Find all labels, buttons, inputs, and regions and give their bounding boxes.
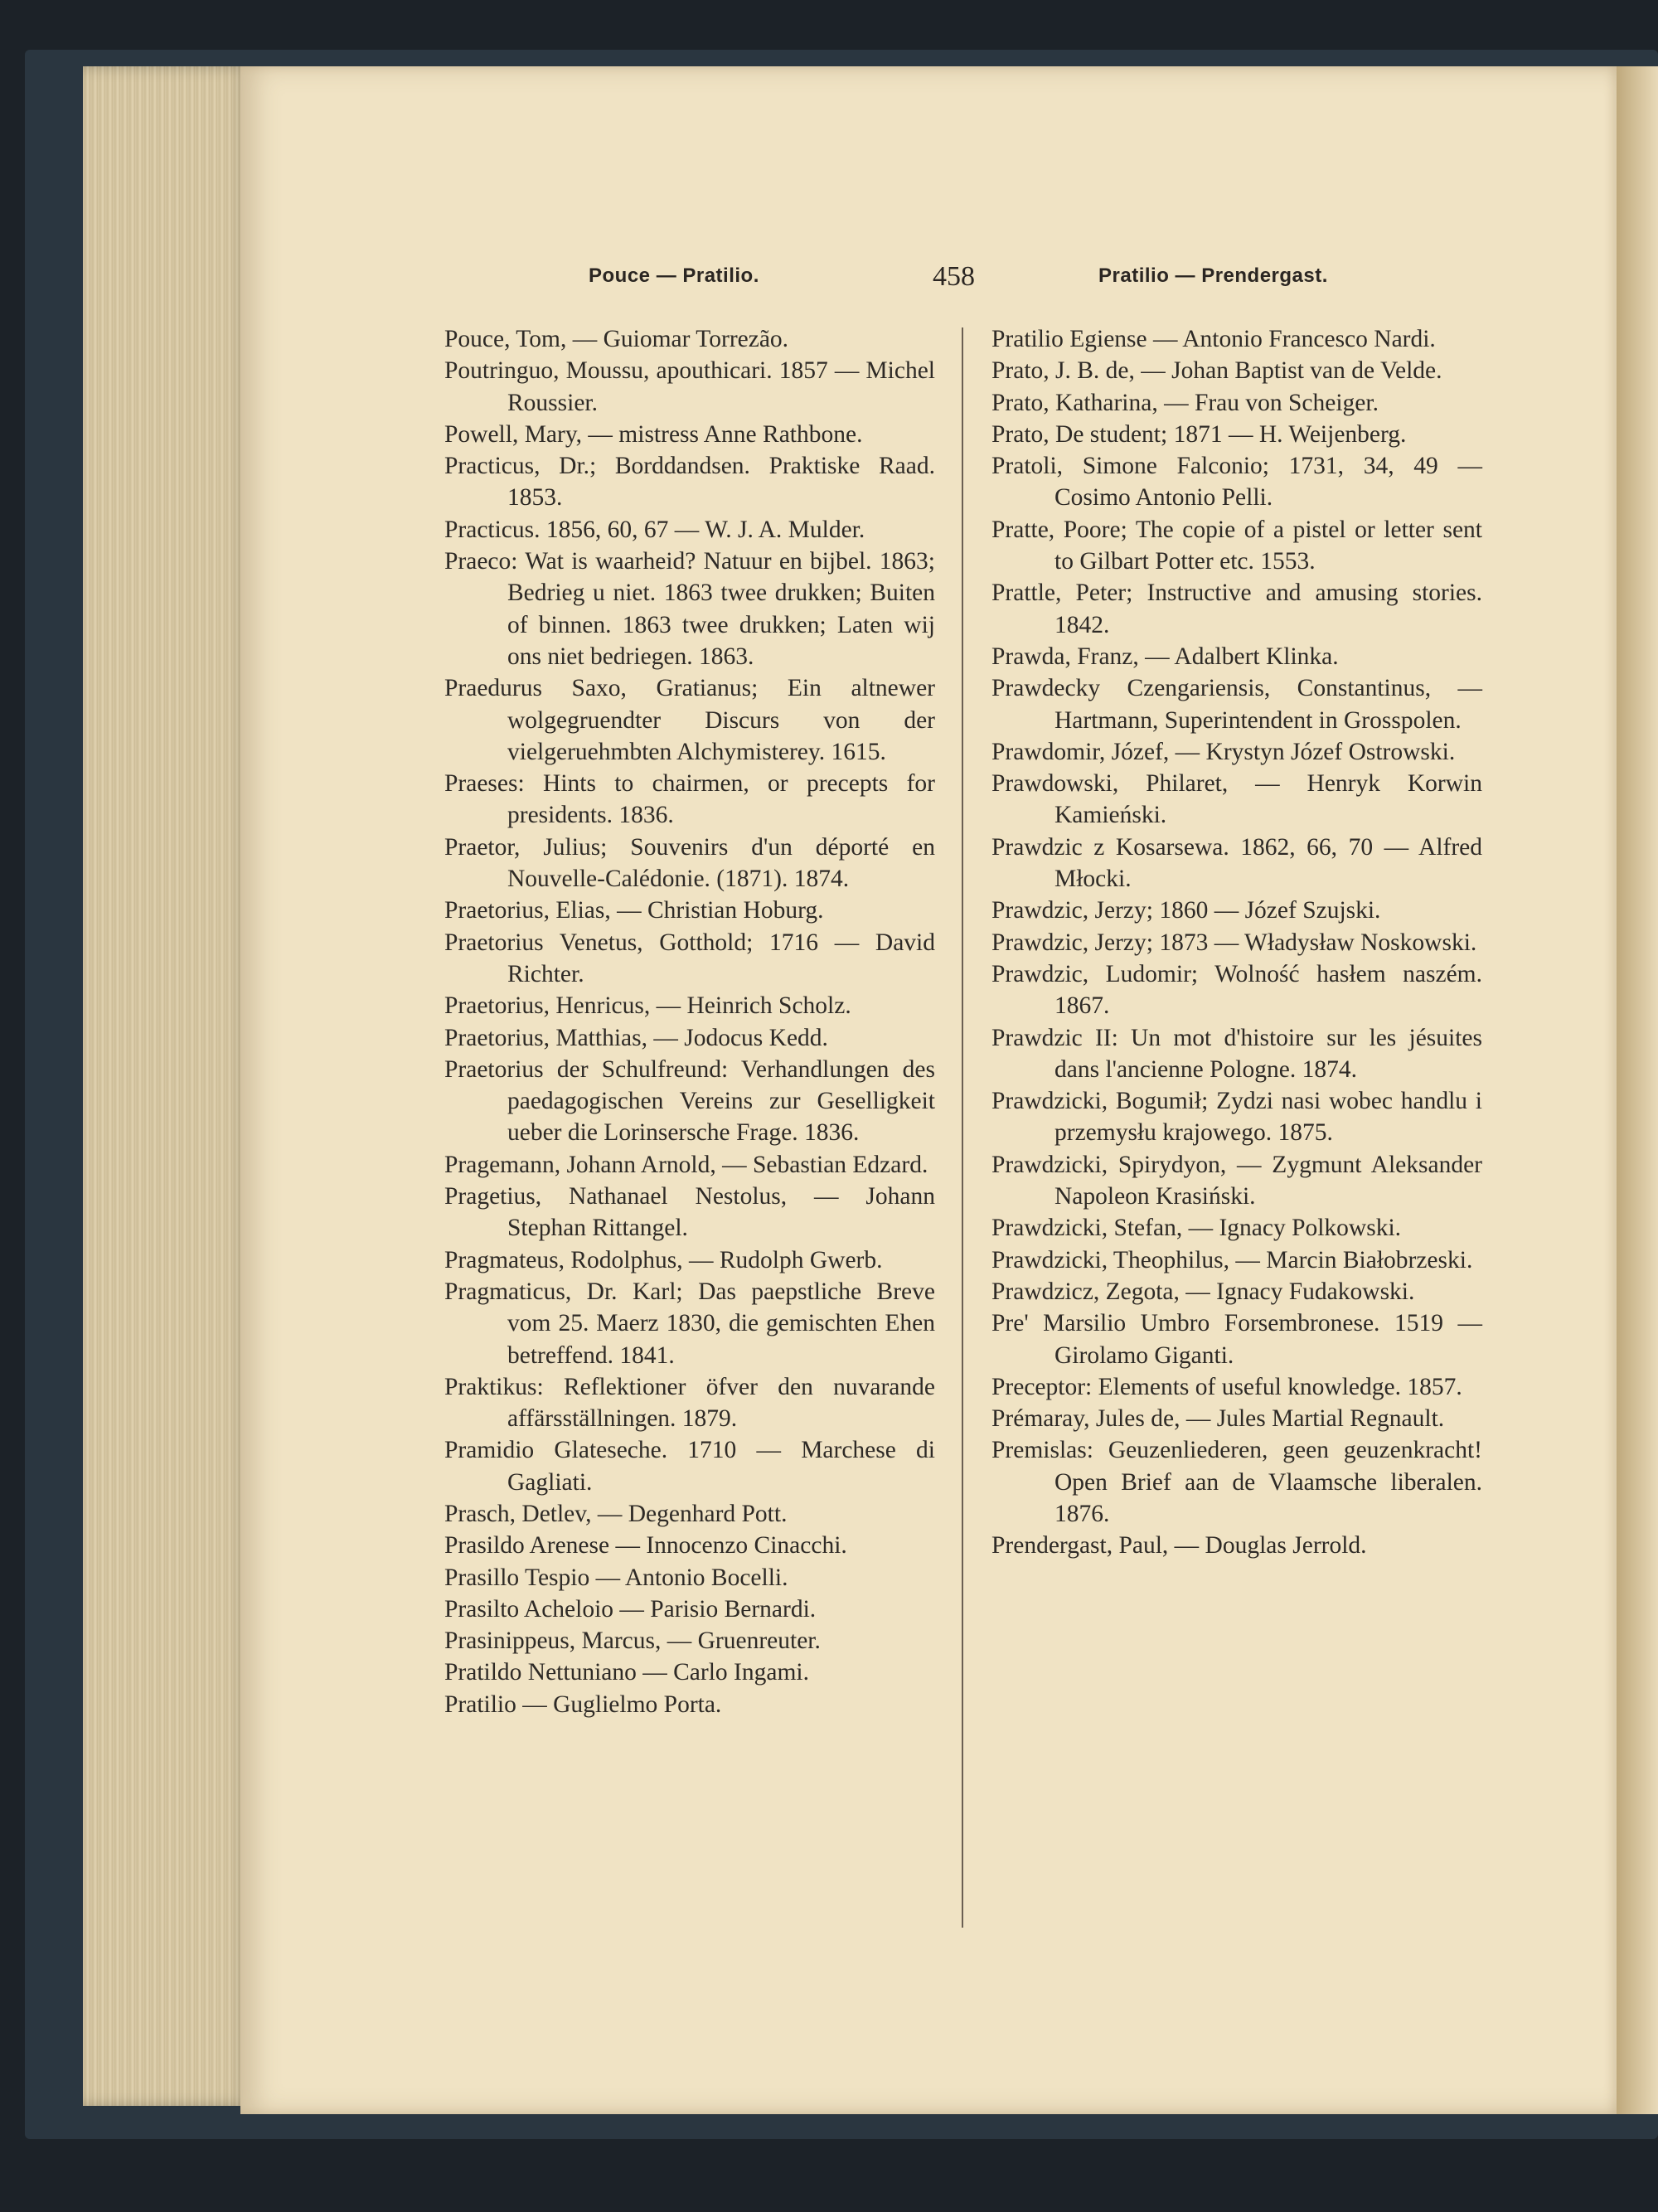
index-entry: Praetorius Venetus, Gotthold; 1716 — David Richter. bbox=[444, 929, 935, 987]
index-entry: Pratoli, Simone Falconio; 1731, 34, 49 — Cosimo Antonio Pelli. bbox=[991, 453, 1482, 512]
index-entry: Praktikus: Reflektioner öfver den nuvarande affärsställningen. 1879. bbox=[444, 1373, 935, 1433]
running-header bbox=[240, 261, 1617, 294]
index-entry: Prasillo Tespio — Antonio Bocelli. bbox=[444, 1564, 788, 1591]
right-column bbox=[991, 323, 1482, 1562]
index-entry: Praetorius, Elias, — Christian Hoburg. bbox=[444, 897, 824, 924]
index-entry: Powell, Mary, — mistress Anne Rathbone. bbox=[444, 420, 863, 448]
index-entry: Prasinippeus, Marcus, — Gruenreuter. bbox=[444, 1627, 821, 1655]
index-entry: Prawdzicki, Stefan, — Ignacy Polkowski. bbox=[991, 1215, 1402, 1242]
index-entry: Prawdowski, Philaret, — Henryk Korwin Kamieński. bbox=[991, 770, 1482, 829]
index-entry: Praetorius, Henricus, — Heinrich Scholz. bbox=[444, 992, 851, 1020]
index-entry: Prawdzic, Ludomir; Wolność hasłem naszém. 1867. bbox=[991, 960, 1482, 1020]
index-entry: Prémaray, Jules de, — Jules Martial Regnault. bbox=[991, 1405, 1445, 1433]
index-entry: Prawdzic II: Un mot d'histoire sur les jésuites dans l'ancienne Pologne. 1874. bbox=[991, 1024, 1482, 1083]
index-entry: Prawdzic, Jerzy; 1860 — Józef Szujski. bbox=[991, 897, 1381, 924]
index-entry: Prawdzicki, Spirydyon, — Zygmunt Aleksander Napoleon Krasiński. bbox=[991, 1151, 1482, 1210]
index-entry: Praetor, Julius; Souvenirs d'un déporté en Nouvelle-Calédonie. (1871). 1874. bbox=[444, 833, 935, 893]
index-entry: Praetorius, Matthias, — Jodocus Kedd. bbox=[444, 1024, 828, 1051]
index-entry: Prasch, Detlev, — Degenhard Pott. bbox=[444, 1500, 788, 1527]
index-entry: Premislas: Geuzenliederen, geen geuzenkracht! Open Brief aan de Vlaamsche liberalen. 1876. bbox=[991, 1437, 1482, 1527]
index-entry: Prato, J. B. de, — Johan Baptist van de Velde. bbox=[991, 357, 1442, 385]
index-entry: Prasildo Arenese — Innocenzo Cinacchi. bbox=[444, 1532, 847, 1560]
index-entry: Pratildo Nettuniano — Carlo Ingami. bbox=[444, 1659, 809, 1686]
index-entry: Preceptor: Elements of useful knowledge. 1857. bbox=[991, 1373, 1462, 1400]
page-number: 458 bbox=[933, 261, 975, 292]
index-entry: Pragmaticus, Dr. Karl; Das paepstliche Breve vom 25. Maerz 1830, die gemischten Ehen betreffend. 1841. bbox=[444, 1278, 935, 1369]
index-entry: Pre' Marsilio Umbro Forsembronese. 1519 — Girolamo Giganti. bbox=[991, 1310, 1482, 1369]
index-entry: Prawdzicz, Zegota, — Ignacy Fudakowski. bbox=[991, 1278, 1415, 1305]
index-entry: Prawdomir, Józef, — Krystyn Józef Ostrowski. bbox=[991, 738, 1456, 765]
index-entry: Poutringuo, Moussu, apouthicari. 1857 — Michel Roussier. bbox=[444, 357, 935, 416]
index-entry: Prattle, Peter; Instructive and amusing stories. 1842. bbox=[991, 580, 1482, 638]
index-entry: Prawdzic, Jerzy; 1873 — Władysław Noskowski. bbox=[991, 929, 1477, 956]
right-running-title: Pratilio — Prendergast. bbox=[1098, 264, 1328, 287]
index-entry: Prato, De student; 1871 — H. Weijenberg. bbox=[991, 420, 1407, 448]
next-page-edge bbox=[1617, 66, 1658, 2114]
index-entry: Pragmateus, Rodolphus, — Rudolph Gwerb. bbox=[444, 1246, 883, 1273]
index-entry: Prawda, Franz, — Adalbert Klinka. bbox=[991, 643, 1339, 670]
index-entry: Pratilio Egiense — Antonio Francesco Nardi. bbox=[991, 326, 1436, 352]
left-column bbox=[444, 323, 935, 1720]
page-edges bbox=[83, 66, 249, 2106]
left-running-title: Pouce — Pratilio. bbox=[589, 264, 759, 287]
index-entry: Prawdzicki, Bogumił; Zydzi nasi wobec handlu i przemysłu krajowego. 1875. bbox=[991, 1088, 1482, 1147]
index-entry: Practicus. 1856, 60, 67 — W. J. A. Mulder. bbox=[444, 516, 865, 543]
index-entry: Pramidio Glateseche. 1710 — Marchese di Gagliati. bbox=[444, 1437, 935, 1496]
index-entry: Prawdzicki, Theophilus, — Marcin Białobrzeski. bbox=[991, 1246, 1473, 1273]
index-entry: Pragetius, Nathanael Nestolus, — Johann Stephan Rittangel. bbox=[444, 1183, 935, 1242]
index-entry: Praedurus Saxo, Gratianus; Ein altnewer wolgegruendter Discurs von der vielgeruehmbten Alchymisterey. 1615. bbox=[444, 675, 935, 765]
index-entry: Practicus, Dr.; Borddandsen. Praktiske Raad. 1853. bbox=[444, 453, 935, 512]
index-entry: Prato, Katharina, — Frau von Scheiger. bbox=[991, 389, 1379, 416]
index-entry: Pouce, Tom, — Guiomar Torrezão. bbox=[444, 326, 789, 352]
index-entry: Prendergast, Paul, — Douglas Jerrold. bbox=[991, 1532, 1367, 1560]
column-divider bbox=[962, 327, 963, 1928]
index-entry: Praeco: Wat is waarheid? Natuur en bijbel. 1863; Bedrieg u niet. 1863 twee drukken; Buiten of binnen. 1863 twee drukken; Laten wij ons niet bedriegen. 1863. bbox=[444, 548, 935, 670]
index-entry: Pragemann, Johann Arnold, — Sebastian Edzard. bbox=[444, 1151, 928, 1178]
index-entry: Prasilto Acheloio — Parisio Bernardi. bbox=[444, 1595, 817, 1623]
index-entry: Prawdecky Czengariensis, Constantinus, — Hartmann, Superintendent in Grosspolen. bbox=[991, 675, 1482, 734]
index-entry: Praetorius der Schulfreund: Verhandlungen des paedagogischen Vereins zur Geselligkeit ueber die Lorinsersche Frage. 1836. bbox=[444, 1055, 935, 1147]
index-entry: Pratte, Poore; The copie of a pistel or letter sent to Gilbart Potter etc. 1553. bbox=[991, 516, 1482, 575]
index-entry: Praeses: Hints to chairmen, or precepts for presidents. 1836. bbox=[444, 770, 935, 829]
index-entry: Pratilio — Guglielmo Porta. bbox=[444, 1691, 722, 1718]
index-entry: Prawdzic z Kosarsewa. 1862, 66, 70 — Alfred Młocki. bbox=[991, 833, 1482, 893]
